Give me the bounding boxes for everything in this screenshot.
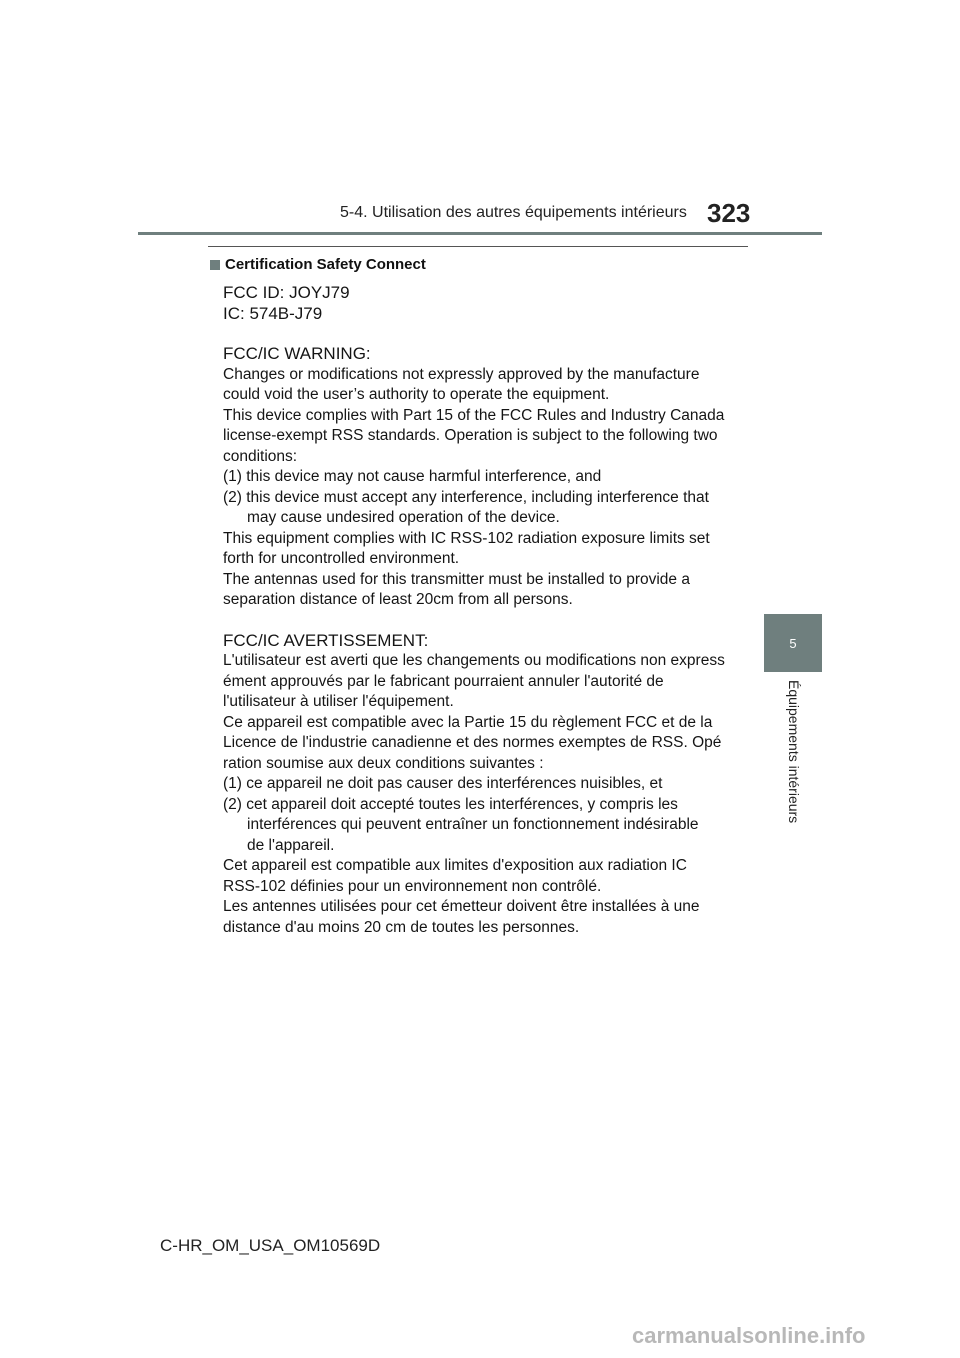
body-line: license-exempt RSS standards. Operation is subject to the following two [223,427,718,444]
body-line: Ce appareil est compatible avec la Partie 15 du règlement FCC et de la [223,713,713,731]
body-line: conditions: [223,447,298,465]
header-divider [138,232,822,235]
warning-body [223,365,753,611]
body-line: interférences qui peuvent entraîner un fonctionnement indésirable [247,816,699,833]
body-line: (1) this device may not cause harmful interference, and [223,468,602,485]
avertissement-body [223,651,753,938]
body-line: Les antennes utilisées pour cet émetteur doivent être installées à une [223,898,700,915]
square-bullet-icon [210,260,220,270]
body-line: ément approuvés par le fabricant pourraient annuler l'autorité de [223,672,664,690]
avertissement-title: FCC/IC AVERTISSEMENT: [223,630,429,650]
body-line: Licence de l'industrie canadienne et des normes exemptes de RSS. Opé [223,734,722,751]
body-line: Cet appareil est compatible aux limites d'exposition aux radiation IC [223,857,687,874]
document-code: C-HR_OM_USA_OM10569D [160,1236,381,1255]
body-line: (1) ce appareil ne doit pas causer des interférences nuisibles, et [223,775,663,792]
section-divider [208,246,748,247]
body-line: l'utilisateur à utiliser l'équipement. [223,693,454,710]
body-line: Changes or modifications not expressly approved by the manufacture [223,365,700,383]
body-line: (2) cet appareil doit accepté toutes les interférences, y compris les [223,795,678,813]
fcc-id: FCC ID: JOYJ79 [223,283,350,302]
body-line: distance d'au moins 20 cm de toutes les personnes. [223,918,580,936]
body-line: (2) this device must accept any interference, including interference that [223,488,709,506]
body-line: separation distance of least 20cm from all persons. [223,591,573,608]
chapter-tab: 5 [764,614,822,672]
body-line: may cause undesired operation of the device. [247,509,560,526]
body-line: The antennas used for this transmitter must be installed to provide a [223,570,690,588]
chapter-label-text: Équipements intérieurs [786,680,802,824]
watermark: carmanualsonline.info [632,1323,866,1348]
header-section-title: 5-4. Utilisation des autres équipements intérieurs [340,204,687,221]
body-line: This equipment complies with IC RSS-102 radiation exposure limits set [223,529,710,547]
body-line: forth for uncontrolled environment. [223,550,460,567]
body-line: could void the user’s authority to operate the equipment. [223,386,610,403]
chapter-label [774,680,814,850]
body-line: RSS-102 définies pour un environnement non contrôlé. [223,877,602,895]
page-number: 323 [707,198,751,228]
body-line: L'utilisateur est averti que les changements ou modifications non express [223,652,725,669]
ic-id: IC: 574B-J79 [223,303,323,323]
body-line: This device complies with Part 15 of the FCC Rules and Industry Canada [223,406,725,424]
body-line: ration soumise aux deux conditions suivantes : [223,754,544,772]
section-heading [210,256,426,273]
section-heading-text: Certification Safety Connect [225,256,426,273]
certification-label [223,283,753,938]
warning-title: FCC/IC WARNING: [223,344,371,363]
body-line: de l'appareil. [247,836,335,854]
